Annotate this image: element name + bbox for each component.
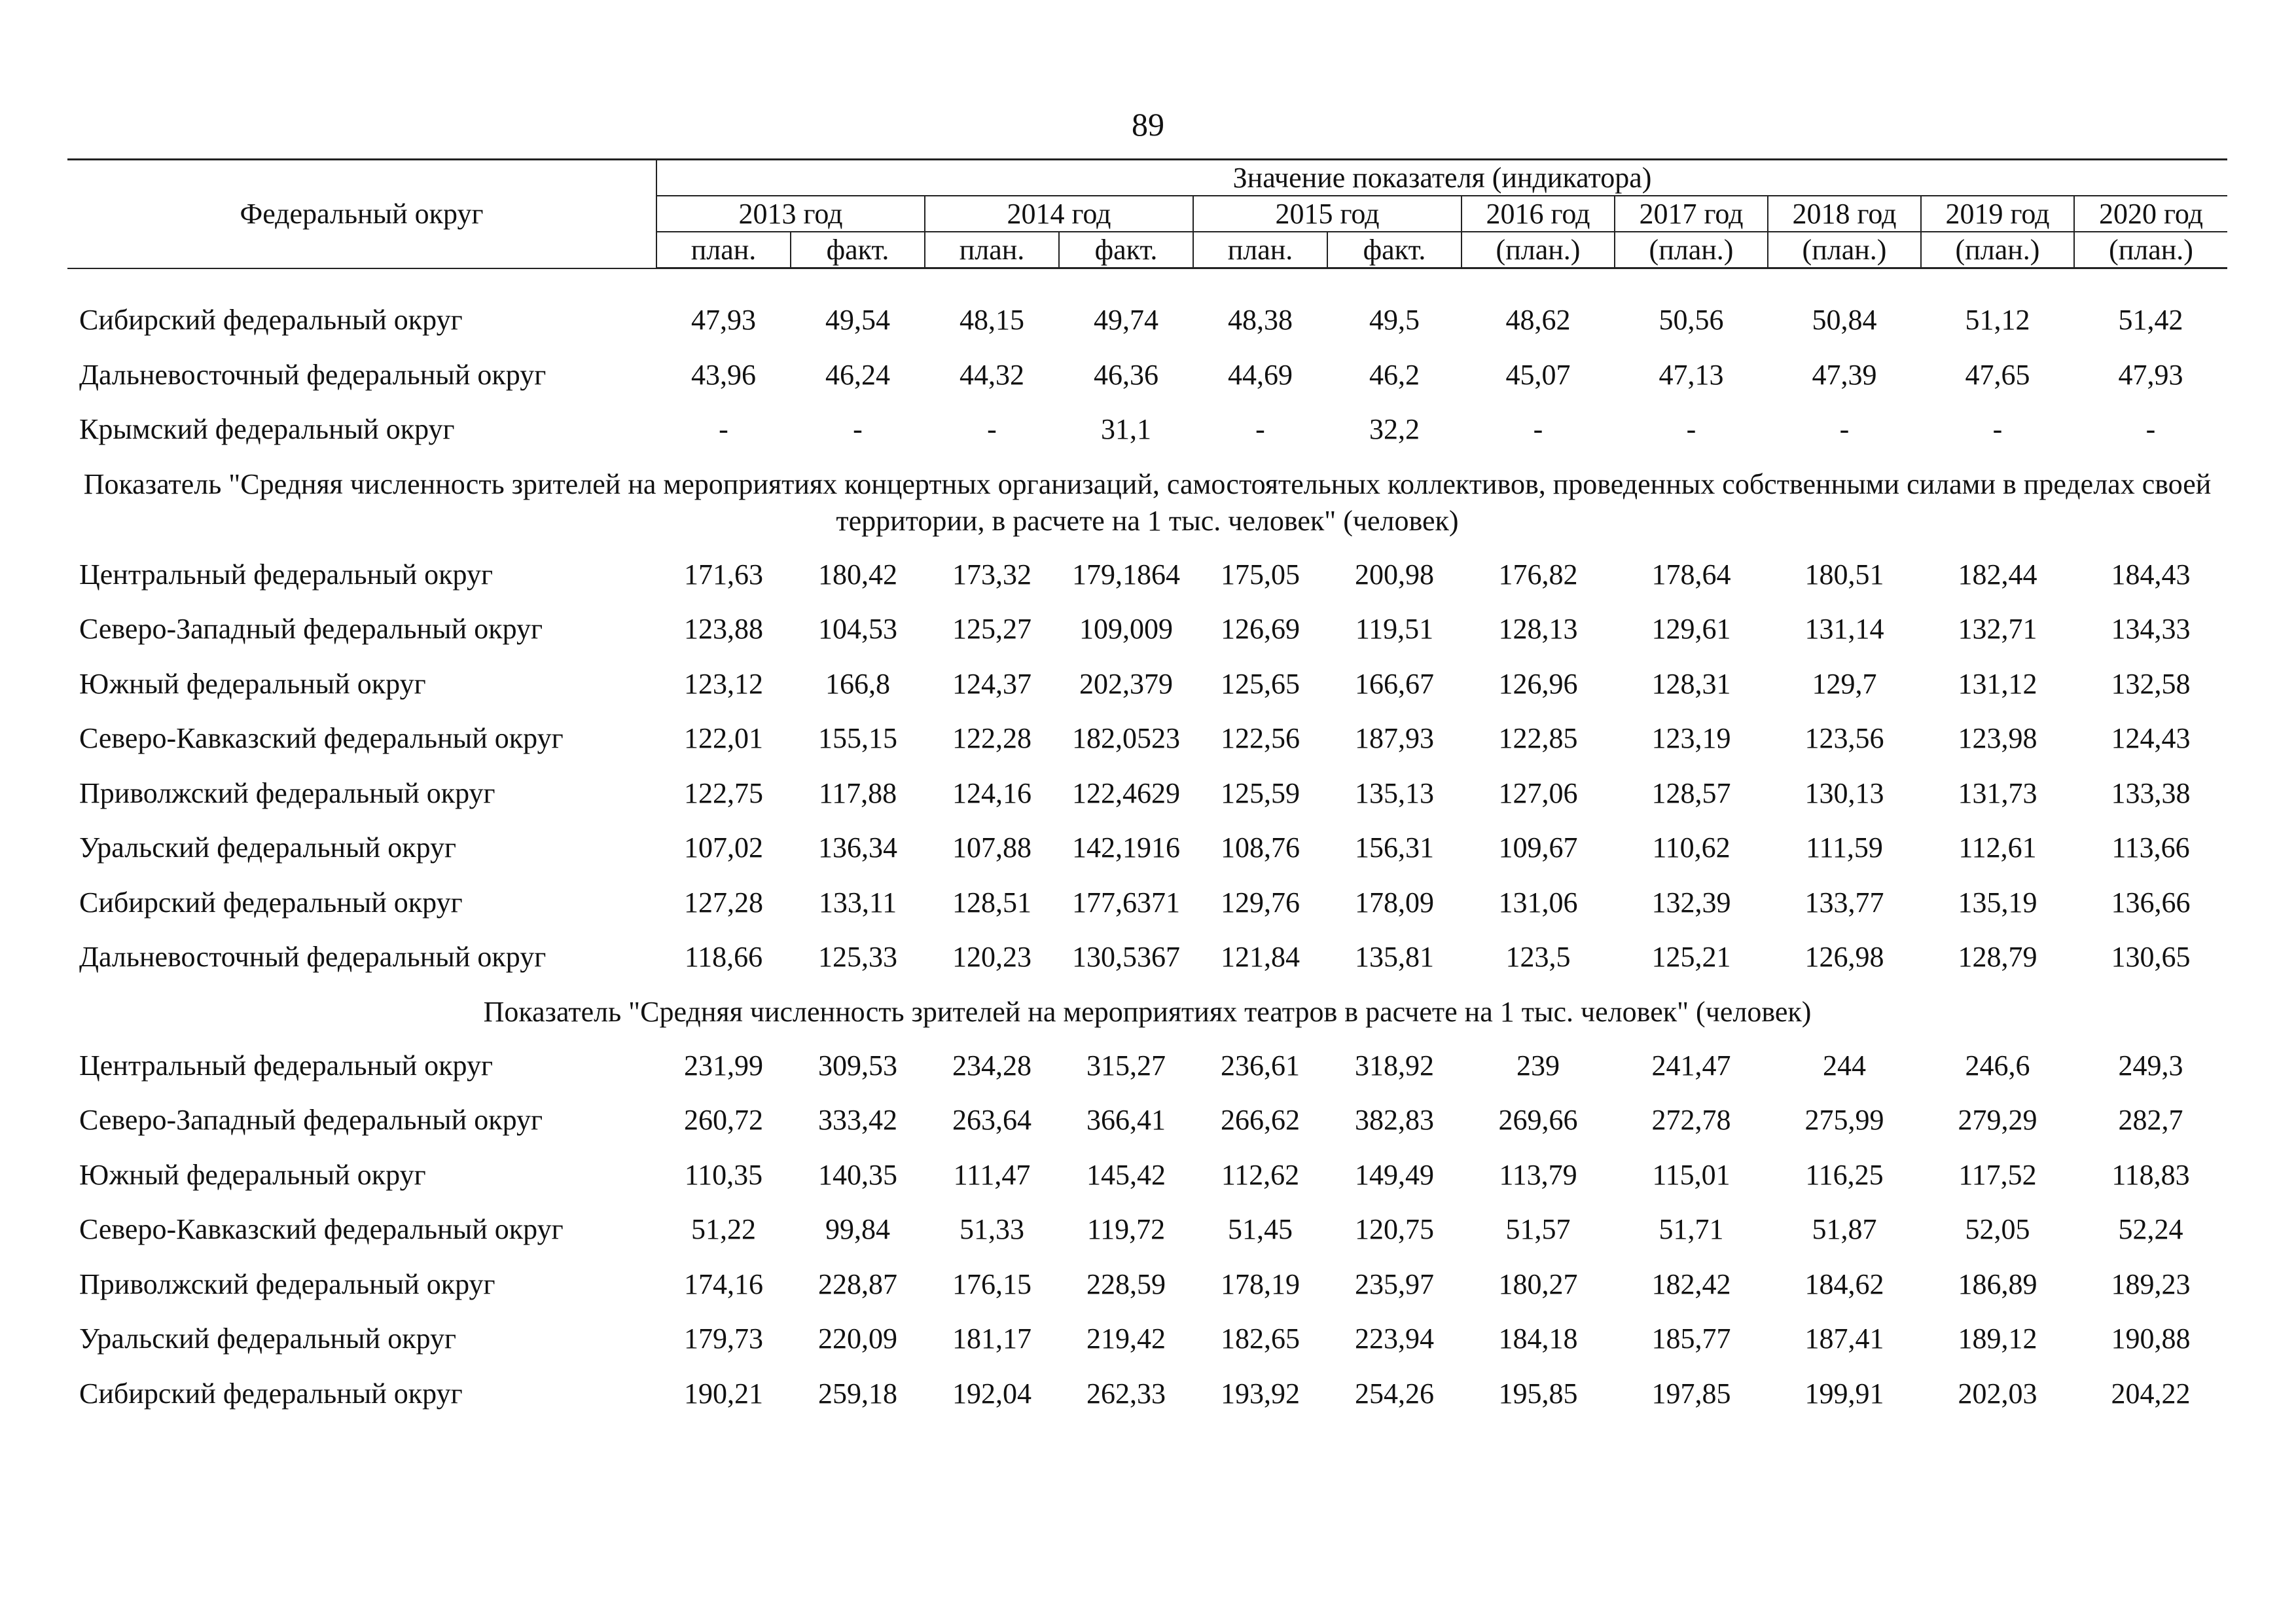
value-cell: 48,15 — [960, 304, 1024, 336]
value-cell: 48,38 — [1228, 304, 1293, 336]
value-cell: 132,71 — [1958, 613, 2037, 645]
value-cell: 220,09 — [818, 1322, 897, 1355]
value-cell: 177,6371 — [1072, 886, 1180, 919]
value-cell: 123,5 — [1505, 941, 1571, 973]
value-cell: 182,65 — [1221, 1322, 1300, 1355]
plan-2017-header: (план.) — [1615, 232, 1768, 268]
value-cell: 128,13 — [1498, 613, 1578, 645]
value-cell: 179,1864 — [1072, 558, 1180, 591]
value-cell: 123,98 — [1958, 722, 2037, 754]
value-cell: 228,87 — [818, 1267, 897, 1300]
value-cell: 180,42 — [818, 558, 897, 591]
region-name: Северо-Кавказский федеральный округ — [79, 722, 564, 754]
region-name: Приволжский федеральный округ — [79, 1267, 495, 1300]
value-cell: 200,98 — [1355, 558, 1434, 591]
value-cell: 122,75 — [684, 776, 763, 809]
value-cell: 282,7 — [2118, 1104, 2183, 1136]
value-cell: 51,42 — [2118, 304, 2183, 336]
value-cell: 113,66 — [2111, 831, 2190, 864]
value-cell: 133,11 — [818, 886, 897, 919]
value-cell: 136,34 — [818, 831, 897, 864]
value-cell: 190,88 — [2111, 1322, 2191, 1355]
table-row — [67, 1311, 2227, 1366]
value-cell: 118,83 — [2111, 1158, 2190, 1191]
plan-2016-header: (план.) — [1462, 232, 1615, 268]
value-cell: - — [1686, 413, 1696, 445]
value-cell: 239 — [1516, 1049, 1560, 1082]
value-cell: 174,16 — [684, 1267, 763, 1300]
section-heading: Показатель "Средняя численность зрителей на мероприятиях концертных организаций, самостоятельных коллективов, проведенных собственными силами в пределах своей территории, в расчете на 1 тыс. человек" (человек) — [83, 467, 2212, 537]
value-cell: 49,54 — [825, 304, 890, 336]
region-name: Сибирский федеральный округ — [79, 304, 463, 336]
value-cell: 125,33 — [818, 941, 897, 973]
table-row — [67, 1257, 2227, 1312]
value-cell: 133,38 — [2111, 776, 2191, 809]
value-cell: 136,66 — [2111, 886, 2191, 919]
value-cell: - — [719, 413, 728, 445]
table-row — [67, 930, 2227, 985]
value-cell: 185,77 — [1651, 1322, 1731, 1355]
value-cell: 189,23 — [2111, 1267, 2191, 1300]
value-cell: 171,63 — [684, 558, 763, 591]
value-cell: 124,37 — [952, 667, 1031, 700]
value-cell: 130,65 — [2111, 941, 2191, 973]
value-cell: 180,27 — [1498, 1267, 1578, 1300]
year-2015-header: 2015 год — [1193, 196, 1462, 232]
table-row — [67, 657, 2227, 712]
section-heading: Показатель "Средняя численность зрителей на мероприятиях театров в расчете на 1 тыс. человек" (человек) — [483, 995, 1812, 1028]
value-cell: 124,16 — [952, 776, 1031, 809]
value-cell: 118,66 — [684, 941, 763, 973]
value-cell: 131,73 — [1958, 776, 2037, 809]
value-cell: 51,12 — [1965, 304, 2030, 336]
value-cell: 223,94 — [1355, 1322, 1434, 1355]
value-cell: 263,64 — [952, 1104, 1031, 1136]
region-name: Южный федеральный округ — [79, 1158, 426, 1191]
table-row — [67, 602, 2227, 657]
value-cell: 47,93 — [691, 304, 756, 336]
value-cell: 234,28 — [952, 1049, 1031, 1082]
value-cell: 49,5 — [1369, 304, 1420, 336]
region-name: Южный федеральный округ — [79, 667, 426, 700]
value-cell: - — [853, 413, 863, 445]
value-cell: 128,31 — [1651, 667, 1731, 700]
value-cell: 184,62 — [1804, 1267, 1884, 1300]
value-cell: 254,26 — [1355, 1377, 1434, 1410]
value-cell: 128,51 — [952, 886, 1031, 919]
plan-2020-header: (план.) — [2074, 232, 2227, 268]
value-cell: 179,73 — [684, 1322, 763, 1355]
value-cell: 166,8 — [825, 667, 890, 700]
value-cell: 117,52 — [1958, 1158, 2037, 1191]
value-cell: 219,42 — [1086, 1322, 1166, 1355]
value-cell: 122,01 — [684, 722, 763, 754]
value-cell: 44,32 — [960, 358, 1024, 391]
region-name: Уральский федеральный округ — [79, 1322, 457, 1355]
value-cell: - — [1533, 413, 1543, 445]
value-cell: 127,28 — [684, 886, 763, 919]
table-header — [67, 160, 2227, 268]
value-cell: 315,27 — [1086, 1049, 1166, 1082]
value-cell: 125,21 — [1651, 941, 1731, 973]
value-cell: 43,96 — [691, 358, 756, 391]
value-cell: 236,61 — [1221, 1049, 1300, 1082]
value-cell: 47,13 — [1659, 358, 1724, 391]
value-cell: 49,74 — [1094, 304, 1158, 336]
value-cell: - — [987, 413, 997, 445]
region-name: Дальневосточный федеральный округ — [79, 941, 547, 973]
value-cell: 178,64 — [1651, 558, 1731, 591]
value-cell: 131,12 — [1958, 667, 2037, 700]
value-cell: 309,53 — [818, 1049, 897, 1082]
indicator-table-sheet — [67, 158, 2227, 1421]
value-cell: 249,3 — [2118, 1049, 2183, 1082]
region-name: Центральный федеральный округ — [79, 558, 493, 591]
value-cell: 126,98 — [1804, 941, 1884, 973]
value-cell: 51,87 — [1812, 1213, 1877, 1245]
value-cell: 47,65 — [1965, 358, 2030, 391]
value-cell: 178,19 — [1221, 1267, 1300, 1300]
value-cell: 135,19 — [1958, 886, 2037, 919]
value-cell: 272,78 — [1651, 1104, 1731, 1136]
value-cell: 192,04 — [952, 1377, 1031, 1410]
value-cell: 123,56 — [1804, 722, 1884, 754]
table-row — [67, 1038, 2227, 1093]
indicator-table — [67, 158, 2227, 1421]
region-name: Дальневосточный федеральный округ — [79, 358, 547, 391]
value-cell: 46,2 — [1369, 358, 1420, 391]
value-cell: 123,12 — [684, 667, 763, 700]
table-row — [67, 293, 2227, 348]
value-cell: 187,41 — [1804, 1322, 1884, 1355]
value-cell: 45,07 — [1505, 358, 1571, 391]
value-cell: 180,51 — [1804, 558, 1884, 591]
value-cell: 122,56 — [1221, 722, 1300, 754]
region-name: Северо-Западный федеральный округ — [79, 613, 543, 645]
region-name: Северо-Западный федеральный округ — [79, 1104, 543, 1136]
value-cell: 51,57 — [1505, 1213, 1571, 1245]
year-2018-header: 2018 год — [1768, 196, 1921, 232]
value-cell: 173,32 — [952, 558, 1031, 591]
value-cell: 260,72 — [684, 1104, 763, 1136]
value-cell: 47,39 — [1812, 358, 1877, 391]
value-cell: 119,72 — [1086, 1213, 1166, 1245]
plan-2015-header: план. — [1193, 232, 1327, 268]
value-cell: 125,65 — [1221, 667, 1300, 700]
value-cell: 190,21 — [684, 1377, 763, 1410]
value-cell: 131,06 — [1498, 886, 1578, 919]
value-cell: 108,76 — [1221, 831, 1300, 864]
value-cell: 52,05 — [1965, 1213, 2030, 1245]
value-cell: 134,33 — [2111, 613, 2191, 645]
value-cell: 110,62 — [1652, 831, 1731, 864]
value-cell: 129,7 — [1812, 667, 1877, 700]
table-row — [67, 1366, 2227, 1421]
table-row — [67, 875, 2227, 930]
table-row — [67, 547, 2227, 602]
year-2016-header: 2016 год — [1462, 196, 1615, 232]
region-name: Сибирский федеральный округ — [79, 1377, 463, 1410]
value-cell: 228,59 — [1086, 1267, 1166, 1300]
value-cell: 120,75 — [1355, 1213, 1434, 1245]
page-number: 89 — [1132, 106, 1164, 143]
value-cell: 128,79 — [1958, 941, 2037, 973]
value-cell: 104,53 — [818, 613, 897, 645]
value-cell: 132,39 — [1651, 886, 1731, 919]
year-2020-header: 2020 год — [2074, 196, 2227, 232]
value-cell: 262,33 — [1086, 1377, 1166, 1410]
value-cell: 184,43 — [2111, 558, 2191, 591]
value-cell: 111,47 — [953, 1158, 1031, 1191]
value-cell: 51,45 — [1228, 1213, 1293, 1245]
value-cell: 149,49 — [1355, 1158, 1434, 1191]
value-cell: 195,85 — [1498, 1377, 1578, 1410]
table-row — [67, 1093, 2227, 1148]
plan-2013-header: план. — [656, 232, 791, 268]
region-column-header: Федеральный округ — [67, 160, 656, 268]
table-row — [67, 1202, 2227, 1257]
value-cell: 51,33 — [960, 1213, 1024, 1245]
value-cell: 129,76 — [1221, 886, 1300, 919]
value-cell: 50,84 — [1812, 304, 1877, 336]
value-cell: 51,71 — [1659, 1213, 1724, 1245]
value-cell: 50,56 — [1659, 304, 1724, 336]
value-cell: 48,62 — [1505, 304, 1571, 336]
value-cell: 122,28 — [952, 722, 1031, 754]
region-name: Уральский федеральный округ — [79, 831, 457, 864]
value-cell: 109,009 — [1079, 613, 1173, 645]
value-cell: 182,42 — [1651, 1267, 1731, 1300]
value-cell: 107,02 — [684, 831, 763, 864]
region-name: Северо-Кавказский федеральный округ — [79, 1213, 564, 1245]
value-cell: 51,22 — [691, 1213, 756, 1245]
value-cell: 110,35 — [684, 1158, 763, 1191]
table-row — [67, 766, 2227, 821]
value-cell: 231,99 — [684, 1049, 763, 1082]
value-cell: 99,84 — [825, 1213, 890, 1245]
value-cell: 142,1916 — [1072, 831, 1180, 864]
value-cell: 46,36 — [1094, 358, 1158, 391]
value-cell: 182,44 — [1958, 558, 2037, 591]
value-cell: 166,67 — [1355, 667, 1434, 700]
value-cell: 156,31 — [1355, 831, 1434, 864]
value-cell: - — [1255, 413, 1265, 445]
fact-2013-header: факт. — [791, 232, 925, 268]
value-cell: 52,24 — [2118, 1213, 2183, 1245]
value-cell: 44,69 — [1228, 358, 1293, 391]
spacer-row — [67, 268, 2227, 293]
value-cell: 182,0523 — [1072, 722, 1180, 754]
value-cell: 244 — [1823, 1049, 1866, 1082]
value-cell: 113,79 — [1499, 1158, 1577, 1191]
value-cell: 382,83 — [1355, 1104, 1434, 1136]
plan-2019-header: (план.) — [1921, 232, 2074, 268]
value-cell: 129,61 — [1651, 613, 1731, 645]
value-cell: 125,27 — [952, 613, 1031, 645]
fact-2015-header: факт. — [1327, 232, 1462, 268]
value-cell: 126,69 — [1221, 613, 1300, 645]
value-cell: 197,85 — [1651, 1377, 1731, 1410]
indicator-value-group-header: Значение показателя (индикатора) — [656, 160, 2227, 196]
value-cell: 176,15 — [952, 1267, 1031, 1300]
value-cell: 199,91 — [1804, 1377, 1884, 1410]
year-2017-header: 2017 год — [1615, 196, 1768, 232]
table-row — [67, 711, 2227, 766]
region-name: Сибирский федеральный округ — [79, 886, 463, 919]
table-body — [67, 268, 2227, 1421]
value-cell: 204,22 — [2111, 1377, 2191, 1410]
value-cell: 126,96 — [1498, 667, 1578, 700]
value-cell: 115,01 — [1652, 1158, 1731, 1191]
value-cell: 202,03 — [1958, 1377, 2037, 1410]
value-cell: 176,82 — [1498, 558, 1578, 591]
value-cell: 135,81 — [1355, 941, 1434, 973]
plan-2018-header: (план.) — [1768, 232, 1921, 268]
plan-2014-header: план. — [925, 232, 1059, 268]
table-row — [67, 1148, 2227, 1203]
value-cell: 318,92 — [1355, 1049, 1434, 1082]
value-cell: 275,99 — [1804, 1104, 1884, 1136]
value-cell: 47,93 — [2118, 358, 2183, 391]
value-cell: 193,92 — [1221, 1377, 1300, 1410]
value-cell: 189,12 — [1958, 1322, 2037, 1355]
year-2019-header: 2019 год — [1921, 196, 2074, 232]
value-cell: 127,06 — [1498, 776, 1578, 809]
value-cell: 132,58 — [2111, 667, 2191, 700]
table-row — [67, 820, 2227, 875]
value-cell: - — [1992, 413, 2003, 445]
table-row — [67, 348, 2227, 403]
value-cell: 241,47 — [1651, 1049, 1731, 1082]
value-cell: 184,18 — [1498, 1322, 1578, 1355]
value-cell: 128,57 — [1651, 776, 1731, 809]
value-cell: 155,15 — [818, 722, 897, 754]
year-2014-header: 2014 год — [925, 196, 1193, 232]
value-cell: 246,6 — [1965, 1049, 2030, 1082]
spacer-cell — [67, 268, 2227, 293]
value-cell: 123,19 — [1651, 722, 1731, 754]
value-cell: 112,61 — [1958, 831, 2037, 864]
value-cell: 175,05 — [1221, 558, 1300, 591]
table-row — [67, 402, 2227, 457]
value-cell: 178,09 — [1355, 886, 1434, 919]
value-cell: 123,88 — [684, 613, 763, 645]
value-cell: 112,62 — [1221, 1158, 1300, 1191]
value-cell: 131,14 — [1804, 613, 1884, 645]
value-cell: 124,43 — [2111, 722, 2191, 754]
value-cell: 333,42 — [818, 1104, 897, 1136]
region-name: Приволжский федеральный округ — [79, 776, 495, 809]
value-cell: 235,97 — [1355, 1267, 1434, 1300]
value-cell: 120,23 — [952, 941, 1031, 973]
value-cell: 111,59 — [1806, 831, 1883, 864]
year-2013-header: 2013 год — [656, 196, 925, 232]
value-cell: 107,88 — [952, 831, 1031, 864]
value-cell: 140,35 — [818, 1158, 897, 1191]
value-cell: 109,67 — [1498, 831, 1578, 864]
value-cell: 269,66 — [1498, 1104, 1578, 1136]
value-cell: 266,62 — [1221, 1104, 1300, 1136]
value-cell: 130,5367 — [1072, 941, 1180, 973]
value-cell: 186,89 — [1958, 1267, 2037, 1300]
value-cell: 279,29 — [1958, 1104, 2037, 1136]
value-cell: 116,25 — [1805, 1158, 1884, 1191]
value-cell: 187,93 — [1355, 722, 1434, 754]
value-cell: 32,2 — [1369, 413, 1420, 445]
value-cell: 125,59 — [1221, 776, 1300, 809]
section-heading-row — [67, 457, 2227, 547]
fact-2014-header: факт. — [1059, 232, 1193, 268]
value-cell: 117,88 — [818, 776, 897, 809]
value-cell: 145,42 — [1086, 1158, 1166, 1191]
value-cell: - — [2145, 413, 2156, 445]
value-cell: 135,13 — [1355, 776, 1434, 809]
value-cell: 133,77 — [1804, 886, 1884, 919]
region-name: Центральный федеральный округ — [79, 1049, 493, 1082]
value-cell: 130,13 — [1804, 776, 1884, 809]
value-cell: 121,84 — [1221, 941, 1300, 973]
value-cell: 31,1 — [1101, 413, 1151, 445]
value-cell: 202,379 — [1079, 667, 1173, 700]
region-name: Крымский федеральный округ — [79, 413, 455, 445]
value-cell: - — [1839, 413, 1850, 445]
value-cell: 181,17 — [952, 1322, 1031, 1355]
value-cell: 259,18 — [818, 1377, 897, 1410]
section-heading-row — [67, 985, 2227, 1038]
value-cell: 46,24 — [825, 358, 890, 391]
value-cell: 119,51 — [1355, 613, 1434, 645]
value-cell: 122,4629 — [1072, 776, 1180, 809]
value-cell: 366,41 — [1086, 1104, 1166, 1136]
value-cell: 122,85 — [1498, 722, 1578, 754]
